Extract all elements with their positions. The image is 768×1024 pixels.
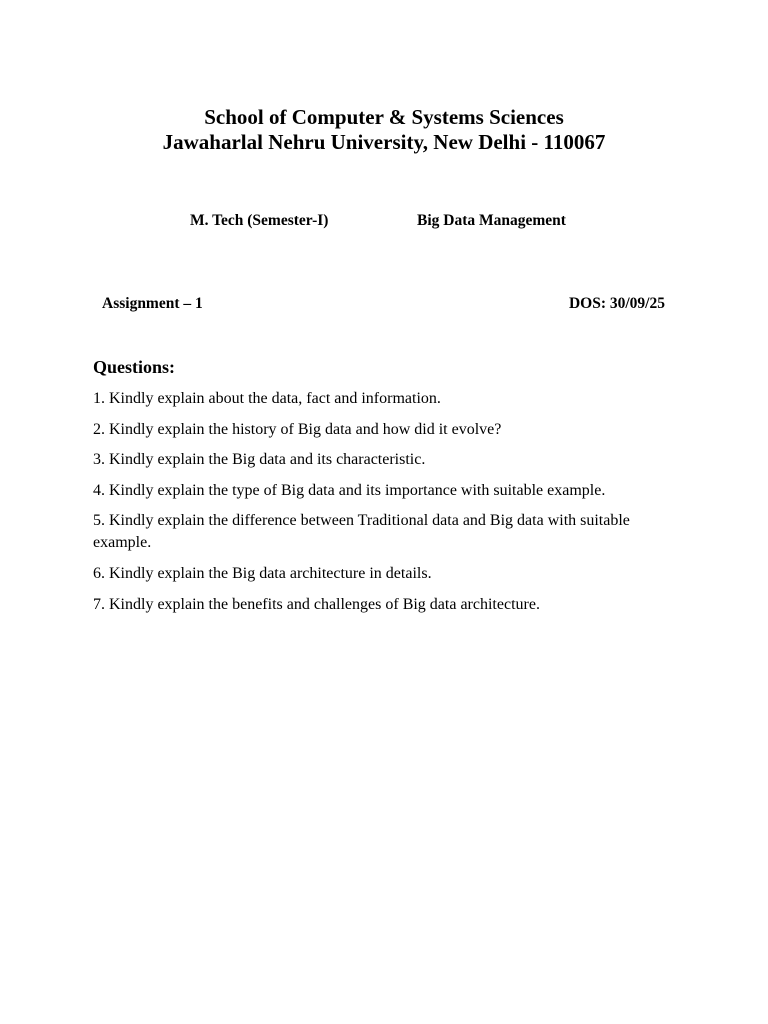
- question-item: 4. Kindly explain the type of Big data and its importance with suitable example.: [93, 481, 606, 499]
- school-title: School of Computer & Systems Sciences: [204, 105, 564, 129]
- question-item: 1. Kindly explain about the data, fact and information.: [93, 390, 441, 407]
- assignment-label: Assignment – 1: [102, 295, 203, 312]
- questions-heading: Questions:: [93, 357, 176, 377]
- question-item: 6. Kindly explain the Big data architecture in details.: [93, 564, 432, 582]
- date-of-submission: DOS: 30/09/25: [568, 295, 665, 312]
- question-item: 5. Kindly explain the difference between Traditional data and Big data with suitable example.: [93, 512, 630, 552]
- question-item: 7. Kindly explain the benefits and challenges of Big data architecture.: [93, 595, 540, 613]
- questions-list: [93, 388, 683, 624]
- program-label: M. Tech (Semester-I): [190, 212, 329, 229]
- question-item: 2. Kindly explain the history of Big data and how did it evolve?: [93, 420, 502, 438]
- university-title: Jawaharlal Nehru University, New Delhi - 110067: [162, 130, 606, 154]
- course-label: Big Data Management: [417, 212, 566, 229]
- question-item: 3. Kindly explain the Big data and its characteristic.: [93, 451, 426, 469]
